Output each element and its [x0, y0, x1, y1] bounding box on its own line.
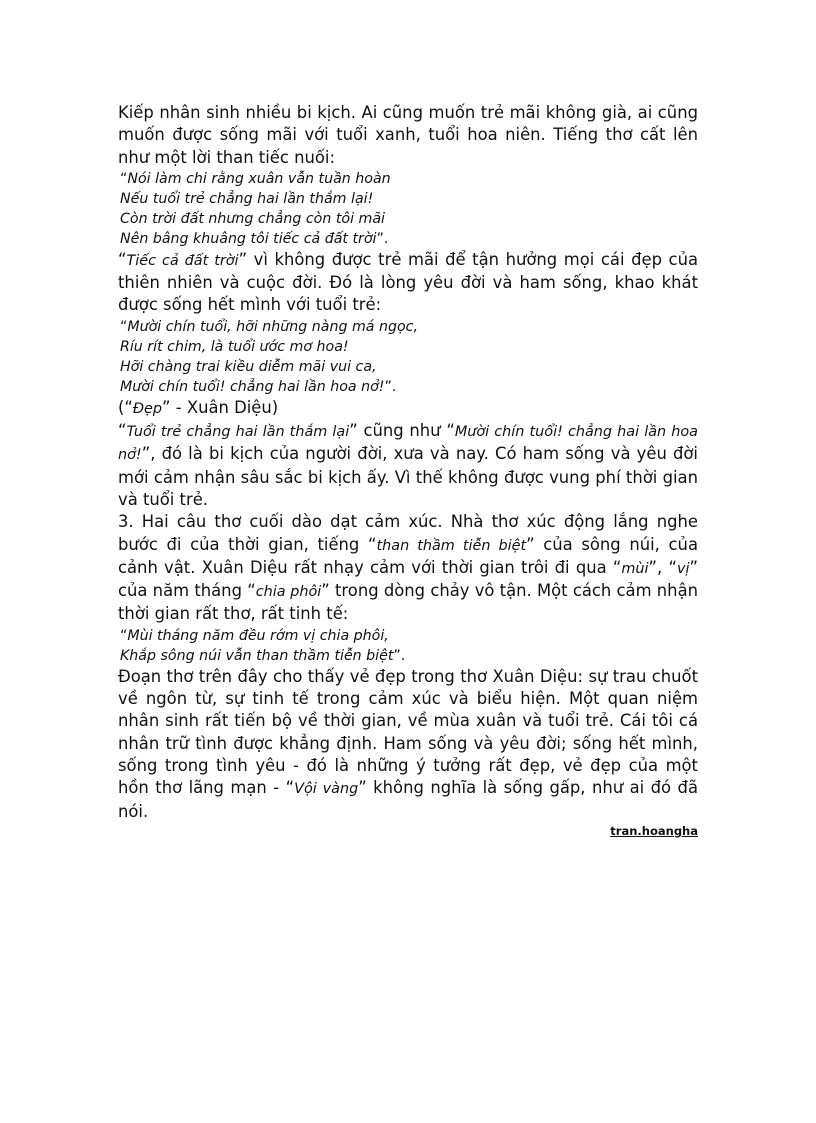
verse-line: “Nói làm chi rằng xuân vẫn tuần hoàn — [120, 170, 391, 187]
verse-line: Nếu tuổi trẻ chẳng hai lần thắm lại! — [120, 190, 374, 207]
paragraph-conclusion: Đoạn thơ trên đây cho thấy vẻ đẹp trong thơ Xuân Diệu: sự trau chuốt về ngôn từ, sự tinh tế trong cảm xúc và biểu hiện. Một quan niệm nhân sinh rất tiến bộ về thời gian, về mùa xuân và tuổi trẻ. Cái tôi cá nhân trữ tình được khẳng định. Ham sống và yêu đời; sống hết mình, sống trong tình yêu - đó là những ý tưởng rất đẹp, vẻ đẹp của một hồn thơ lãng mạn - “Vội vàng” không nghĩa là sống gấp, như ai đó đã nói. — [118, 666, 698, 821]
verse-line: Nên bâng khuâng tôi tiếc cả đất trời”. — [120, 230, 389, 247]
verse-line: Còn trời đất nhưng chẳng còn tôi mãi — [120, 210, 385, 227]
verse-line: “Mùi tháng năm đều rớm vị chia phôi, — [120, 627, 389, 644]
verse-block-2 — [118, 317, 698, 397]
paragraph-intro: Kiếp nhân sinh nhiều bi kịch. Ai cũng muốn trẻ mãi không già, ai cũng muốn được sống mãi với tuổi xanh, tuổi hoa niên. Tiếng thơ cất lên như một lời than tiếc nuối: — [118, 103, 698, 167]
paragraph-regret: “Tiếc cả đất trời” vì không được trẻ mãi để tận hưởng mọi cái đẹp của thiên nhiên và cuộc đời. Đó là lòng yêu đời và ham sống, khao khát được sống hết mình với tuổi trẻ: — [118, 249, 698, 315]
source-citation: (“Đẹp” - Xuân Diệu) — [118, 397, 279, 417]
verse-block-3 — [118, 626, 698, 666]
verse-line: Khắp sông núi vẫn than thầm tiễn biệt”. — [120, 647, 406, 664]
paragraph-time: 3. Hai câu thơ cuối dào dạt cảm xúc. Nhà thơ xúc động lắng nghe bước đi của thời gian, tiếng “than thầm tiễn biệt” của sông núi, của cảnh vật. Xuân Diệu rất nhạy cảm với thời gian trôi đi qua “mùi”, “vị” của năm tháng “chia phôi” trong dòng chảy vô tận. Một cách cảm nhận thời gian rất thơ, rất tinh tế: — [118, 512, 699, 624]
verse-line: Mười chín tuổi! chẳng hai lần hoa nở!”. — [120, 378, 397, 395]
verse-line: Ríu rít chim, là tuổi ước mơ hoa! — [120, 338, 349, 355]
verse-block-1 — [118, 169, 698, 249]
author-signature: tran.hoangha — [610, 823, 698, 838]
paragraph-youth: “Tuổi trẻ chẳng hai lần thắm lại” cũng như “Mười chín tuổi! chẳng hai lần hoa nở!”, đó là bi kịch của người đời, xưa và nay. Có ham sống và yêu đời mới cảm nhận sâu sắc bi kịch ấy. Vì thế không được vung phí thời gian và tuổi trẻ. — [118, 421, 698, 509]
verse-line: “Mười chín tuổi, hỡi những nàng má ngọc, — [120, 318, 418, 335]
document-body — [118, 102, 698, 838]
verse-line: Hỡi chàng trai kiều diễm mãi vui ca, — [120, 358, 377, 375]
